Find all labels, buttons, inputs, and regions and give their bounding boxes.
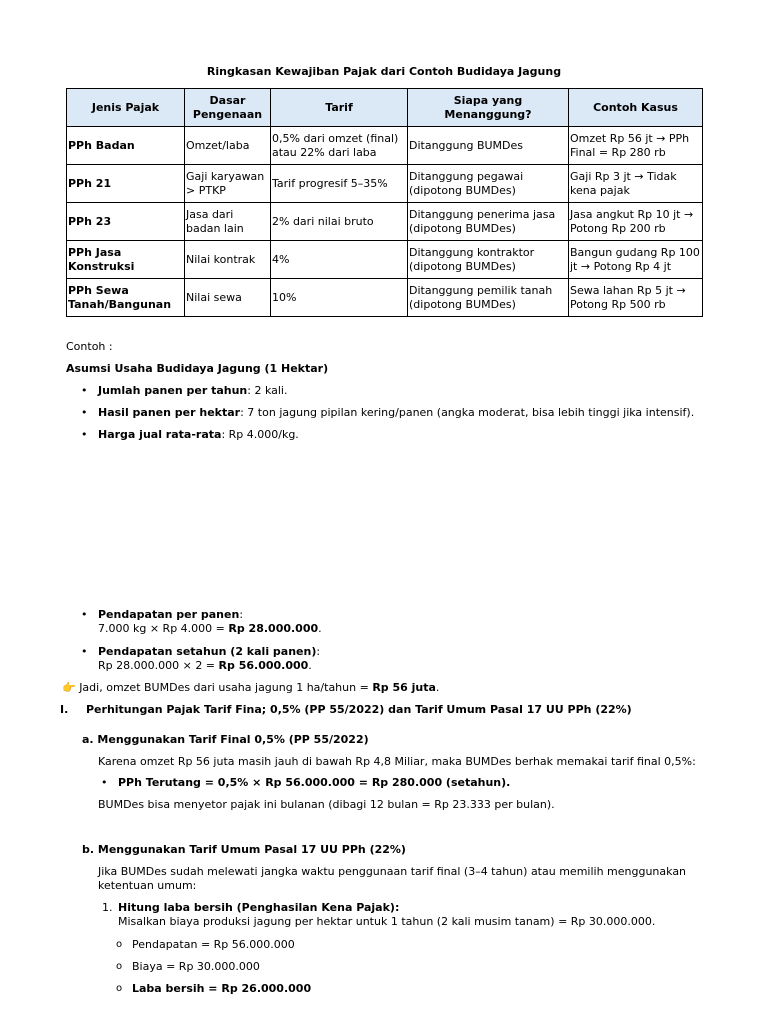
table-cell: Ditanggung pemilik tanah (dipotong BUMDes) [408, 279, 569, 317]
table-cell: Sewa lahan Rp 5 jt → Potong Rp 500 rb [569, 279, 703, 317]
circle-bullet-icon: o [116, 961, 123, 972]
item-text: : Rp 4.000/kg. [221, 428, 299, 441]
conclusion-text: 👉 Jadi, omzet BUMDes dari usaha jagung 1 ha/tahun = [62, 681, 373, 694]
item-label: Pendapatan per panen [98, 608, 240, 621]
item-calc: Rp 28.000.000 × 2 = [98, 659, 219, 672]
table-cell: Ditanggung pegawai (dipotong BUMDes) [408, 165, 569, 203]
table-row [67, 165, 703, 203]
item-end: . [318, 622, 322, 635]
table-header-row [67, 89, 703, 127]
table-cell: Omzet Rp 56 jt → PPh Final = Rp 280 rb [569, 127, 703, 165]
item-end: . [308, 659, 312, 672]
table-header-cell: Siapa yang Menanggung? [408, 89, 569, 127]
bullet-icon: • [81, 406, 88, 419]
subsection-a-paragraph: Karena omzet Rp 56 juta masih jauh di bawah Rp 4,8 Miliar, maka BUMDes berhak memakai tarif final 0,5%: [98, 755, 696, 768]
item-text: : 7 ton jagung pipilan kering/panen (angka moderat, bisa lebih tinggi jika intensif). [240, 406, 695, 419]
bullet-icon: • [81, 608, 88, 621]
asumsi-heading: Asumsi Usaha Budidaya Jagung (1 Hektar) [66, 362, 329, 375]
table-cell: Omzet/laba [185, 127, 271, 165]
bullet-icon: • [101, 776, 108, 789]
subsection-b-paragraph-line2: ketentuan umum: [98, 879, 197, 892]
step-number: 1. [102, 901, 113, 914]
circle-bullet-icon: o [116, 939, 123, 950]
bullet-icon: • [81, 384, 88, 397]
step-heading: Hitung laba bersih (Penghasilan Kena Pajak): [118, 901, 400, 914]
table-row [67, 241, 703, 279]
subsection-a-note: BUMDes bisa menyetor pajak ini bulanan (dibagi 12 bulan = Rp 23.333 per bulan). [98, 798, 555, 811]
table-cell: Nilai sewa [185, 279, 271, 317]
step-text: Misalkan biaya produksi jagung per hektar untuk 1 tahun (2 kali musim tanam) = Rp 30.000.000. [118, 915, 656, 928]
table-header-cell: Tarif [271, 89, 408, 127]
table-cell: Gaji Rp 3 jt → Tidak kena pajak [569, 165, 703, 203]
item-calc: 7.000 kg × Rp 4.000 = [98, 622, 229, 635]
subsection-b-heading: b. Menggunakan Tarif Umum Pasal 17 UU PPh (22%) [82, 843, 406, 856]
table-cell: 2% dari nilai bruto [271, 203, 408, 241]
table-cell: PPh 23 [67, 203, 185, 241]
table-cell: Nilai kontrak [185, 241, 271, 279]
item-label: Hasil panen per hektar [98, 406, 241, 419]
bullet-icon: • [81, 645, 88, 658]
table-cell: 10% [271, 279, 408, 317]
table-cell: 0,5% dari omzet (final) atau 22% dari laba [271, 127, 408, 165]
subsection-b-paragraph-line1: Jika BUMDes sudah melewati jangka waktu penggunaan tarif final (3–4 tahun) atau memilih menggunakan [98, 865, 687, 878]
table-header-cell: Contoh Kasus [569, 89, 703, 127]
conclusion-end: . [435, 681, 440, 694]
table-cell: Tarif progresif 5–35% [271, 165, 408, 203]
omzet-conclusion [62, 681, 439, 695]
item-label: Harga jual rata-rata [98, 428, 222, 441]
item-text: Laba bersih = Rp 26.000.000 [132, 982, 312, 995]
table-cell: Ditanggung kontraktor (dipotong BUMDes) [408, 241, 569, 279]
table-cell: PPh Badan [67, 127, 185, 165]
table-row [67, 127, 703, 165]
item-colon: : [316, 645, 321, 658]
section-number: I. [60, 703, 69, 716]
circle-bullet-icon: o [116, 983, 123, 994]
contoh-label: Contoh : [66, 340, 113, 353]
tax-summary-table [66, 88, 703, 317]
document-title: Ringkasan Kewajiban Pajak dari Contoh Budidaya Jagung [206, 65, 562, 78]
table-cell: PPh Jasa Konstruksi [67, 241, 185, 279]
item-label: Pendapatan setahun (2 kali panen) [98, 645, 317, 658]
item-result: Rp 56.000.000 [218, 659, 309, 672]
item-result: Rp 28.000.000 [228, 622, 319, 635]
item-label: Jumlah panen per tahun [98, 384, 248, 397]
table-cell: PPh Sewa Tanah/Bangunan [67, 279, 185, 317]
item-text: Pendapatan = Rp 56.000.000 [132, 938, 295, 951]
item-text: Biaya = Rp 30.000.000 [132, 960, 260, 973]
table-header-cell: Dasar Pengenaan [185, 89, 271, 127]
table-row [67, 203, 703, 241]
conclusion-value: Rp 56 juta [372, 681, 436, 694]
item-colon: : [239, 608, 244, 621]
table-cell: Ditanggung penerima jasa (dipotong BUMDes) [408, 203, 569, 241]
subsection-a-heading: a. Menggunakan Tarif Final 0,5% (PP 55/2022) [82, 733, 369, 746]
item-text: : 2 kali. [247, 384, 288, 397]
table-cell: Bangun gudang Rp 100 jt → Potong Rp 4 jt [569, 241, 703, 279]
table-cell: Ditanggung BUMDes [408, 127, 569, 165]
table-header-cell: Jenis Pajak [67, 89, 185, 127]
table-cell: 4% [271, 241, 408, 279]
table-cell: PPh 21 [67, 165, 185, 203]
table-cell: Gaji karyawan > PTKP [185, 165, 271, 203]
table-row [67, 279, 703, 317]
table-cell: Jasa dari badan lain [185, 203, 271, 241]
section-heading: Perhitungan Pajak Tarif Fina; 0,5% (PP 55/2022) dan Tarif Umum Pasal 17 UU PPh (22%) [86, 703, 632, 716]
bullet-icon: • [81, 428, 88, 441]
table-cell: Jasa angkut Rp 10 jt → Potong Rp 200 rb [569, 203, 703, 241]
item-text: PPh Terutang = 0,5% × Rp 56.000.000 = Rp 280.000 (setahun). [118, 776, 511, 789]
